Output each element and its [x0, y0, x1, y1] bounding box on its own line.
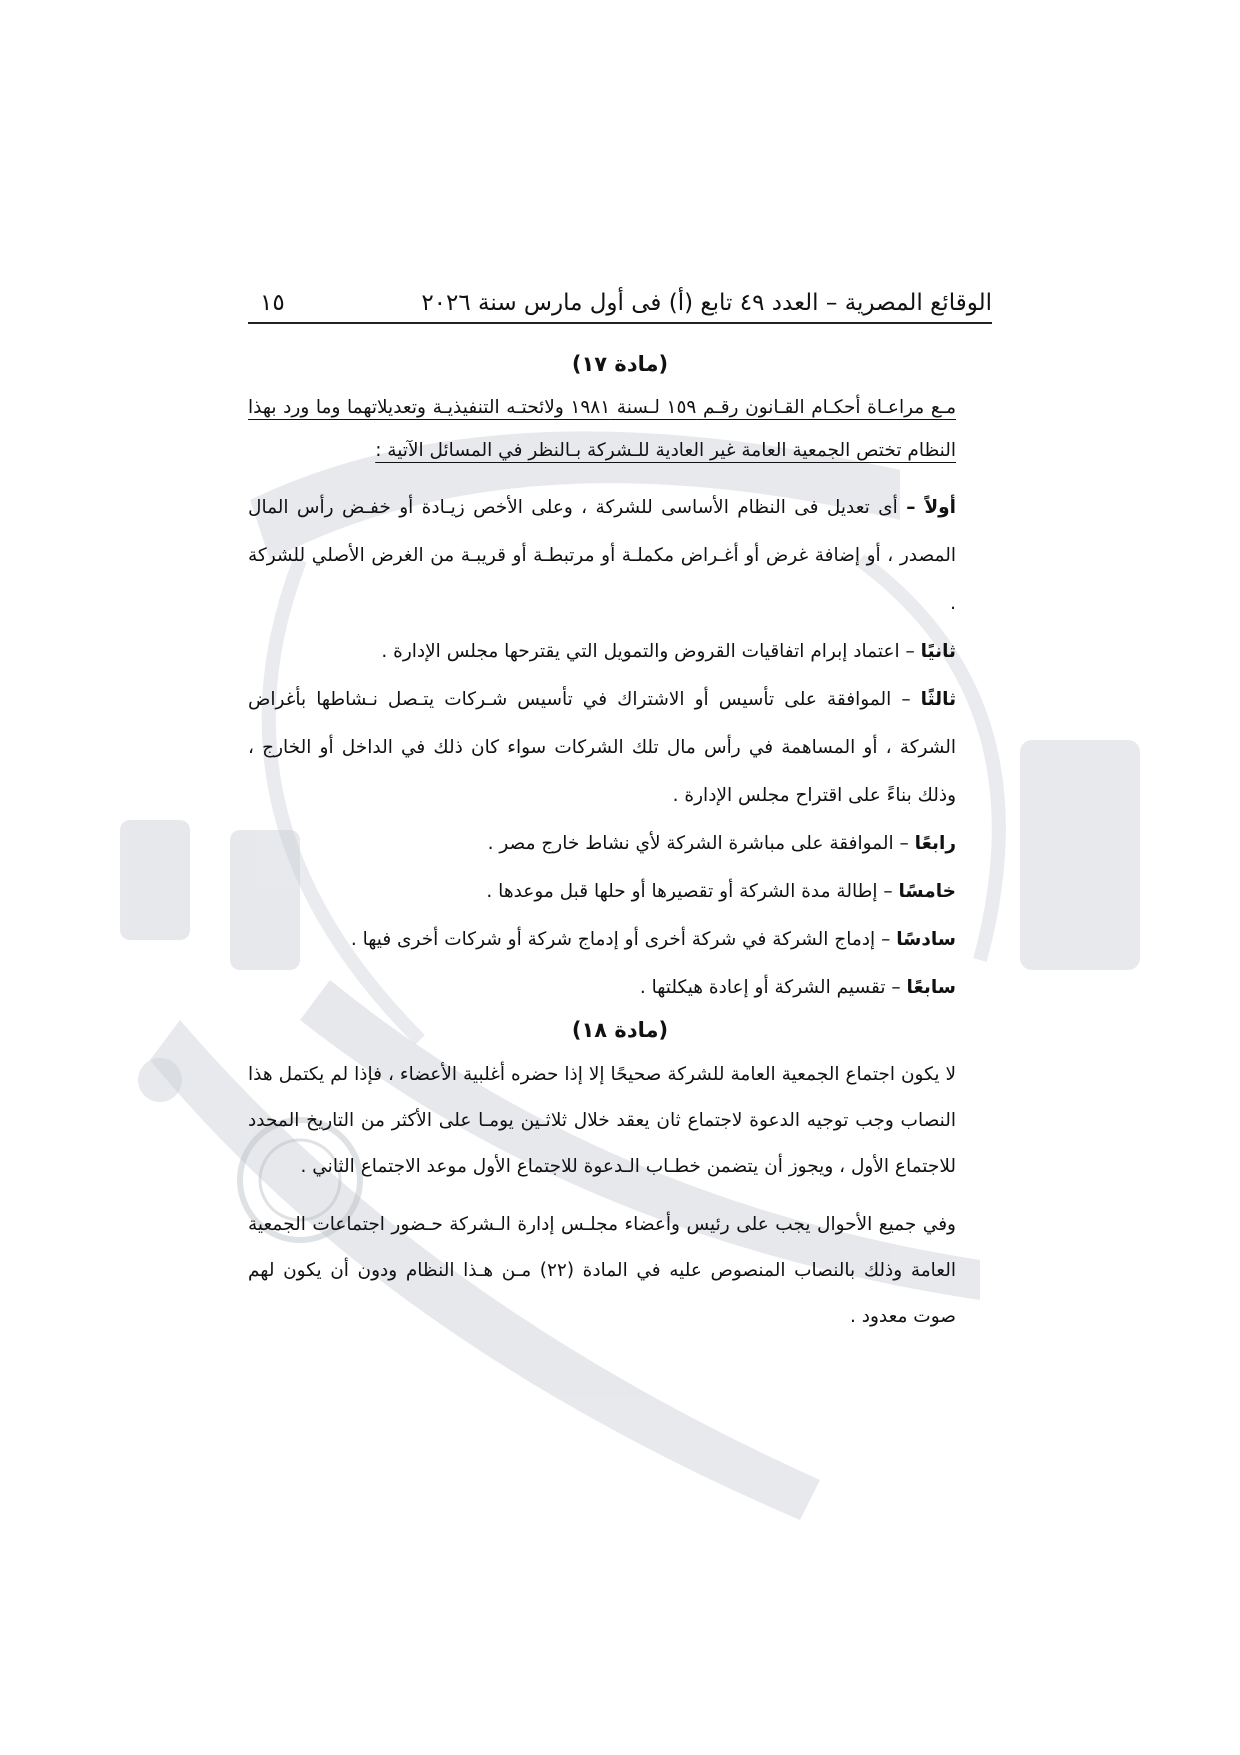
- article-17-title: (مادة ١٧): [571, 352, 669, 376]
- article-17-intro: مـع مراعـاة أحكـام القـانون رقـم ١٥٩ لـسنة ١٩٨١ ولائحتـه التنفيذيـة وتعديلاتهما وما ورد بهذا النظام تختص الجمعية العامة غير العادية للـشركة بـالنظر في المسائل الآتية :: [248, 397, 957, 461]
- item-label: ثانيًا: [920, 641, 956, 662]
- item-label: أولاً –: [906, 497, 957, 518]
- item-label: ثالثًا: [920, 689, 957, 710]
- item-text: – الموافقة على تأسيس أو الاشتراك في تأسيس شـركات يتـصل نـشاطها بأغراض الشركة ، أو المساهمة في رأس مال تلك الشركات سواء كان ذلك في الداخل أو الخارج ، وذلك بناءً على اقتراح مجلس الإدارة .: [248, 689, 956, 806]
- item-text: – الموافقة على مباشرة الشركة لأي نشاط خارج مصر .: [487, 833, 909, 854]
- item-label: سادسًا: [896, 929, 956, 950]
- gazette-title: الوقائع المصرية – العدد ٤٩ تابع (أ) فى أول مارس سنة ٢٠٢٦: [421, 290, 992, 316]
- article-17-item-2: [248, 628, 992, 676]
- article-18-paragraph-2: وفي جميع الأحوال يجب على رئيس وأعضاء مجلـس إدارة الـشركة حـضور اجتماعات الجمعية العامة وذلك بالنصاب المنصوص عليه في المادة (٢٢) مـن هـذا النظام ودون أن يكون لهم صوت معدود .: [248, 1214, 956, 1327]
- item-text: – تقسيم الشركة أو إعادة هيكلتها .: [639, 977, 901, 998]
- page-number: ١٥: [260, 290, 285, 316]
- article-17-item-3: [248, 676, 992, 820]
- item-label: رابعًا: [914, 833, 956, 854]
- article-18-paragraph-1: لا يكون اجتماع الجمعية العامة للشركة صحيحًا إلا إذا حضره أغلبية الأعضاء ، فإذا لم يكتمل هذا النصاب وجب توجيه الدعوة لاجتماع ثان يعقد خلال ثلاثـين يومـا على الأكثر من التاريخ المحدد للاجتماع الأول ، ويجوز أن يتضمن خطـاب الـدعوة للاجتماع الأول موعد الاجتماع الثاني .: [248, 1064, 956, 1177]
- page-header: [248, 286, 992, 324]
- article-17-item-1: [248, 484, 992, 628]
- article-17-item-4: [248, 820, 992, 868]
- item-label: سابعًا: [906, 977, 956, 998]
- article-18-title: (مادة ١٨): [571, 1018, 669, 1042]
- item-text: – اعتماد إبرام اتفاقيات القروض والتمويل التي يقترحها مجلس الإدارة .: [381, 641, 915, 662]
- item-text: – إدماج الشركة في شركة أخرى أو إدماج شركة أو شركات أخرى فيها .: [350, 929, 891, 950]
- item-label: خامسًا: [898, 881, 956, 902]
- document-page: [248, 286, 992, 1340]
- item-text: – إطالة مدة الشركة أو تقصيرها أو حلها قبل موعدها .: [486, 881, 893, 902]
- article-17-item-7: [248, 964, 992, 1012]
- item-text: أى تعديل فى النظام الأساسى للشركة ، وعلى الأخص زيـادة أو خفـض رأس المال المصدر ، أو إضافة غرض أو أغـراض مكملـة أو مرتبطـة أو قريبـة من الغرض الأصلي للشركة .: [248, 497, 956, 614]
- article-17-item-6: [248, 916, 992, 964]
- article-17-item-5: [248, 868, 992, 916]
